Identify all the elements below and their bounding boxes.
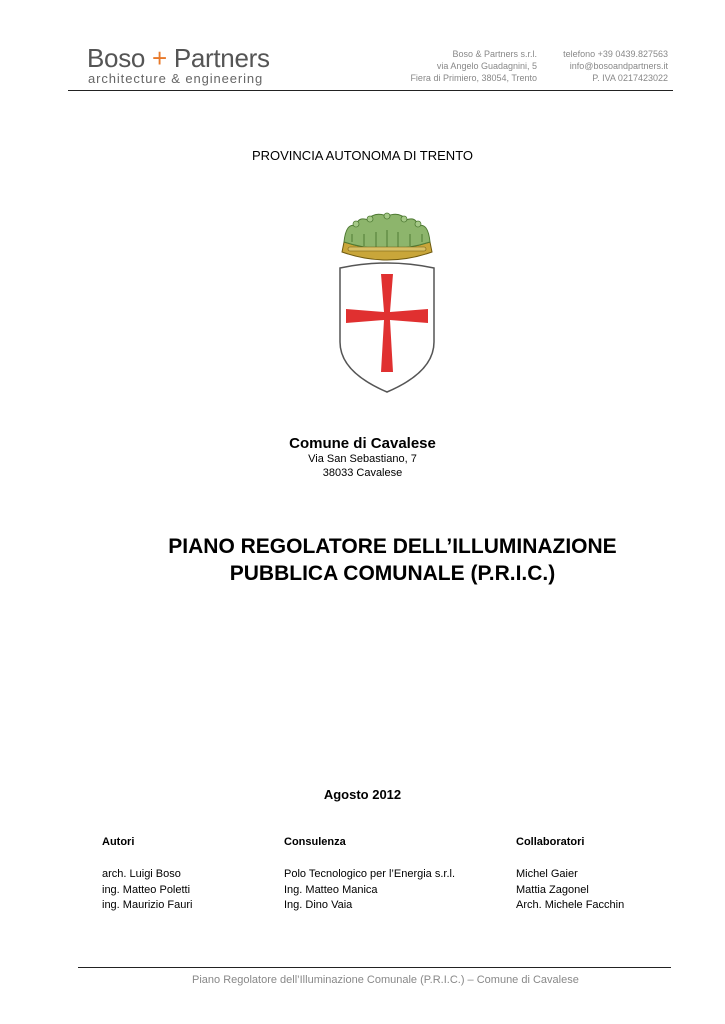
logo-partners: Partners [173,43,270,73]
list-item: Michel Gaier [516,868,578,880]
consulenza-list [284,867,455,914]
header-divider [68,90,673,91]
logo-subtitle: architecture & engineering [88,71,264,86]
list-item: ing. Maurizio Fauri [102,899,193,911]
collaboratori-heading: Collaboratori [516,836,585,848]
footer-divider [78,967,671,968]
list-item: Polo Tecnologico per l’Energia s.r.l. [284,868,456,880]
shield-icon [340,263,434,392]
coat-of-arms-icon [332,212,442,396]
comune-name: Comune di Cavalese [289,435,436,452]
document-date: Agosto 2012 [323,787,402,802]
contact-email: info@bosoandpartners.it [569,61,668,71]
contact-phone: telefono +39 0439.827563 [563,49,668,59]
list-item: arch. Luigi Boso [102,868,181,880]
address-line: Boso & Partners s.r.l. [452,49,537,59]
document-title-line1: PIANO REGOLATORE DELL’ILLUMINAZIONE [168,535,617,558]
logo-name: Boso [87,43,146,73]
address-line: Fiera di Primiero, 38054, Trento [410,73,537,83]
autori-list [102,867,192,914]
comune-address-line1: Via San Sebastiano, 7 [308,453,417,465]
consulenza-heading: Consulenza [284,836,346,848]
list-item: Mattia Zagonel [516,883,589,896]
company-logo [87,44,270,72]
list-item: Arch. Michele Facchin [516,899,625,911]
contact-vat: P. IVA 0217423022 [592,73,668,83]
address-line: via Angelo Guadagnini, 5 [436,61,537,71]
provincia-label: PROVINCIA AUTONOMA DI TRENTO [251,148,474,163]
company-address [410,48,537,84]
list-item: ing. Matteo Poletti [102,883,191,896]
document-title [60,533,725,587]
collaboratori-list [516,867,624,914]
crown-icon [342,213,432,260]
document-title-line2: PUBBLICA COMUNALE (P.R.I.C.) [229,562,556,585]
list-item: Ing. Dino Vaia [284,899,353,911]
page-footer: Piano Regolatore dell’Illuminazione Comunale (P.R.I.C.) – Comune di Cavalese [192,974,579,986]
comune-address-line2: 38033 Cavalese [322,467,403,479]
logo-plus: + [152,43,167,73]
autori-heading: Autori [102,836,135,848]
company-contacts [563,48,668,84]
list-item: Ing. Matteo Manica [284,883,378,896]
